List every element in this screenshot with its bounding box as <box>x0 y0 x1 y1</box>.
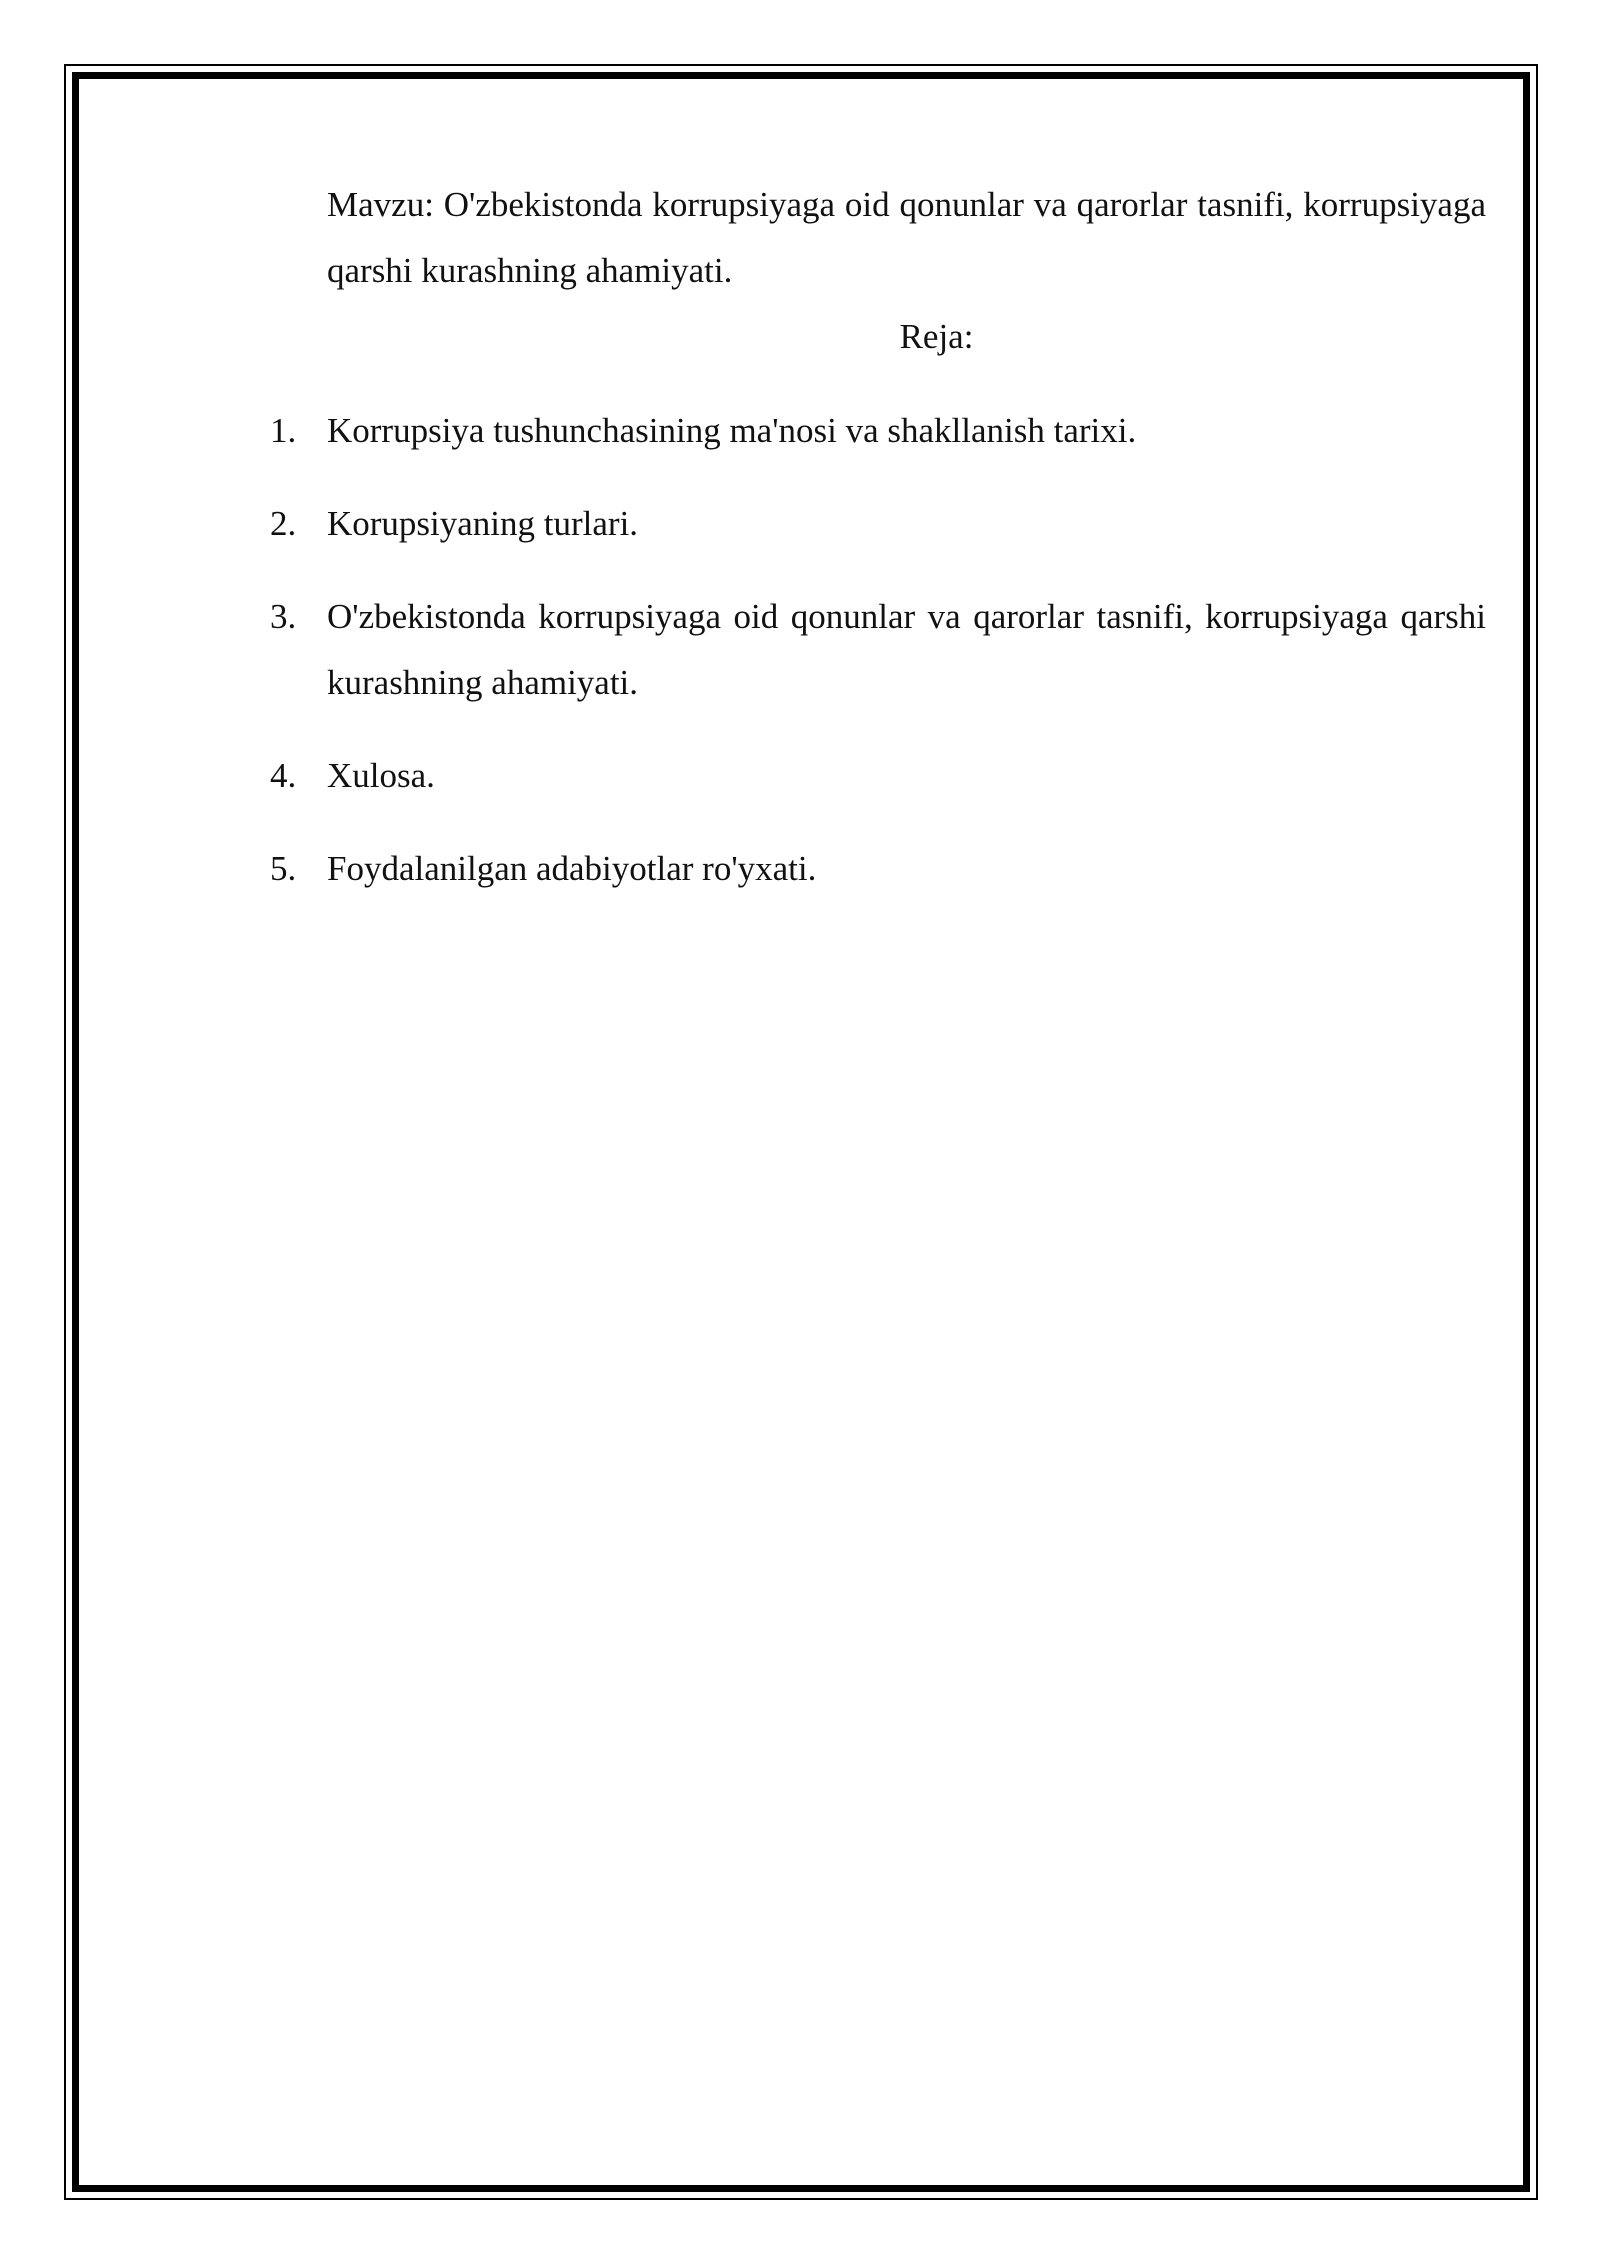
plan-item <box>270 491 1486 557</box>
plan-item-number: 5. <box>270 849 297 888</box>
plan-item-text: Korrupsiya tushunchasining ma'nosi va shakllanish tarixi. <box>327 411 1137 450</box>
plan-list <box>270 398 1486 929</box>
plan-item <box>270 743 1486 809</box>
plan-item-number: 3. <box>270 597 297 636</box>
plan-item-number: 2. <box>270 504 297 543</box>
plan-item <box>270 584 1486 716</box>
topic-paragraph: Mavzu: O'zbekistonda korrupsiyaga oid qonunlar va qarorlar tasnifi, korrupsiyaga qarshi kurashning ahamiyati. <box>327 185 1486 290</box>
plan-item-text: Korupsiyaning turlari. <box>327 504 639 543</box>
plan-item <box>270 398 1486 464</box>
plan-item-number: 1. <box>270 411 297 450</box>
plan-item-text: Foydalanilgan adabiyotlar ro'yxati. <box>327 849 817 888</box>
plan-item-number: 4. <box>270 756 297 795</box>
plan-item-text: O'zbekistonda korrupsiyaga oid qonunlar va qarorlar tasnifi, korrupsiyaga qarshi kurashning ahamiyati. <box>327 597 1486 702</box>
plan-item-text: Xulosa. <box>327 756 435 795</box>
plan-item <box>270 836 1486 902</box>
plan-heading: Reja: <box>899 317 974 356</box>
